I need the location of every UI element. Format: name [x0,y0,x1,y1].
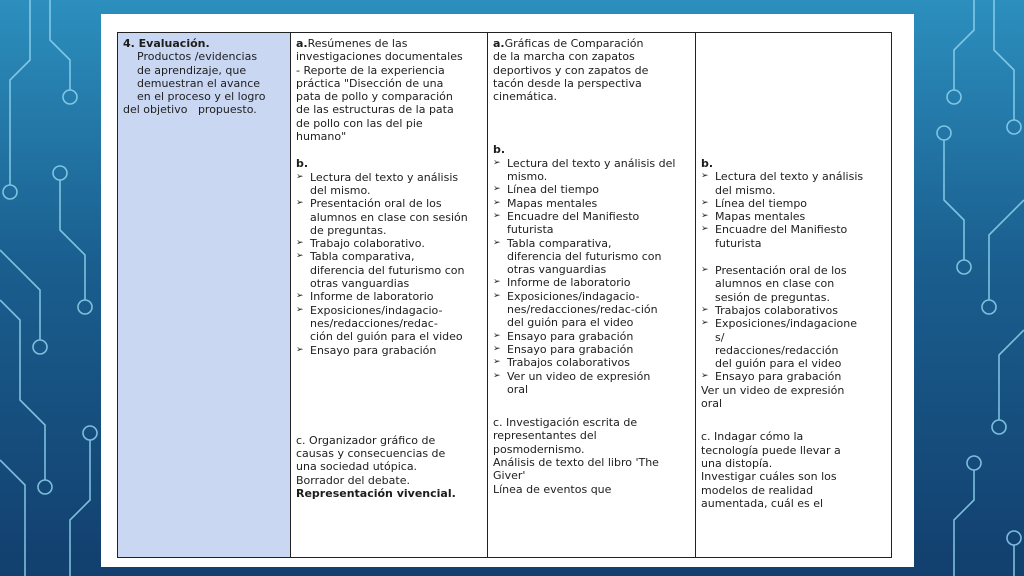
list-item: ➢ Encuadre del Manifiesto futurista [493,210,691,237]
item-b-tail: Ver un video de expresión oral [701,383,845,411]
item-b-label: b. [296,157,309,171]
list-item: ➢ Lectura del texto y análisis del mismo. [701,170,887,197]
slide-content [101,14,914,567]
item-b-label: b. [493,143,506,157]
list-item: ➢ Trabajos colaborativos [493,356,691,369]
list-item: ➢ Encuadre del Manifiesto futurista [701,223,887,250]
item-c-emphasis: Representación vivencial. [296,487,456,501]
evaluation-table [117,32,892,558]
list-item: ➢ Ensayo para grabación [493,343,691,356]
item-c-text: c. Organizador gráfico de causas y consecuencias de una sociedad utópica. Borrador del debate. [296,433,446,487]
circuit-decoration-left [0,0,110,576]
item-b-list [296,171,483,357]
item-b-list-continued [701,264,887,384]
list-item: ➢ Tabla comparativa, diferencia del futurismo con otras vanguardias [493,237,691,277]
item-c-text: c. Indagar cómo la tecnología puede llevar a una distopía. Investigar cuáles son los modelos de realidad aumentada, cuál es el [701,430,841,510]
item-a-label: a. [296,37,308,50]
list-item: ➢ Mapas mentales [701,210,887,223]
list-item: ➢ Presentación oral de los alumnos en clase con sesión de preguntas. [701,264,887,304]
list-item: ➢ Informe de laboratorio [296,290,483,303]
list-item: ➢ Lectura del texto y análisis del mismo. [493,157,691,184]
list-item: ➢ Trabajos colaborativos [701,304,887,317]
item-a-text: Resúmenes de las investigaciones documentales - Reporte de la experiencia práctica "Disección de una pata de pollo y comparación de las estructuras de la pata de pollo con las del pie humano" [296,37,463,144]
list-item: ➢ Trabajo colaborativo. [296,237,483,250]
list-item: ➢ Tabla comparativa, diferencia del futurismo con otras vanguardias [296,250,483,290]
item-a [296,37,483,143]
list-item: ➢ Ensayo para grabación [296,344,483,357]
list-item: ➢ Informe de laboratorio [493,276,691,289]
item-a [493,37,691,103]
list-item: ➢ Ensayo para grabación [493,330,691,343]
column-cell-4 [696,33,892,558]
list-item: ➢ Lectura del texto y análisis del mismo. [296,171,483,198]
item-a-text: Gráficas de Comparación de la marcha con zapatos deportivos y con zapatos de tacón desde la perspectiva cinemática. [493,37,649,104]
list-item: ➢ Línea del tiempo [701,197,887,210]
item-b-list [701,170,887,250]
list-item: ➢ Ensayo para grabación [701,370,887,383]
item-a-label: a. [493,37,505,50]
item-c-text: c. Investigación escrita de representantes del posmodernismo. Análisis de texto del libro 'The Giver' Línea de eventos que [493,416,659,496]
table-row [118,33,892,558]
list-item: ➢ Exposiciones/indagacio- nes/redacciones/redac- ción del guión para el video [296,304,483,344]
list-item: ➢ Exposiciones/indagacio- nes/redacciones/redac-ción del guión para el video [493,290,691,330]
column-cell-3 [488,33,696,558]
list-item: ➢ Exposiciones/indagacione s/ redacciones/redacción del guión para el video [701,317,887,370]
column-cell-2 [291,33,488,558]
list-item: ➢ Ver un video de expresión oral [493,370,691,397]
section-cell [118,33,291,558]
section-description: Productos /evidencias de aprendizaje, que demuestran el avance en el proceso y el logro del objetivo propuesto. [123,50,266,117]
list-item: ➢ Mapas mentales [493,197,691,210]
circuit-decoration-right [914,0,1024,576]
item-b-list [493,157,691,396]
list-item: ➢ Línea del tiempo [493,183,691,196]
list-item: ➢ Presentación oral de los alumnos en clase con sesión de preguntas. [296,197,483,237]
item-b-label: b. [701,157,714,170]
section-title: 4. Evaluación. [123,37,210,50]
